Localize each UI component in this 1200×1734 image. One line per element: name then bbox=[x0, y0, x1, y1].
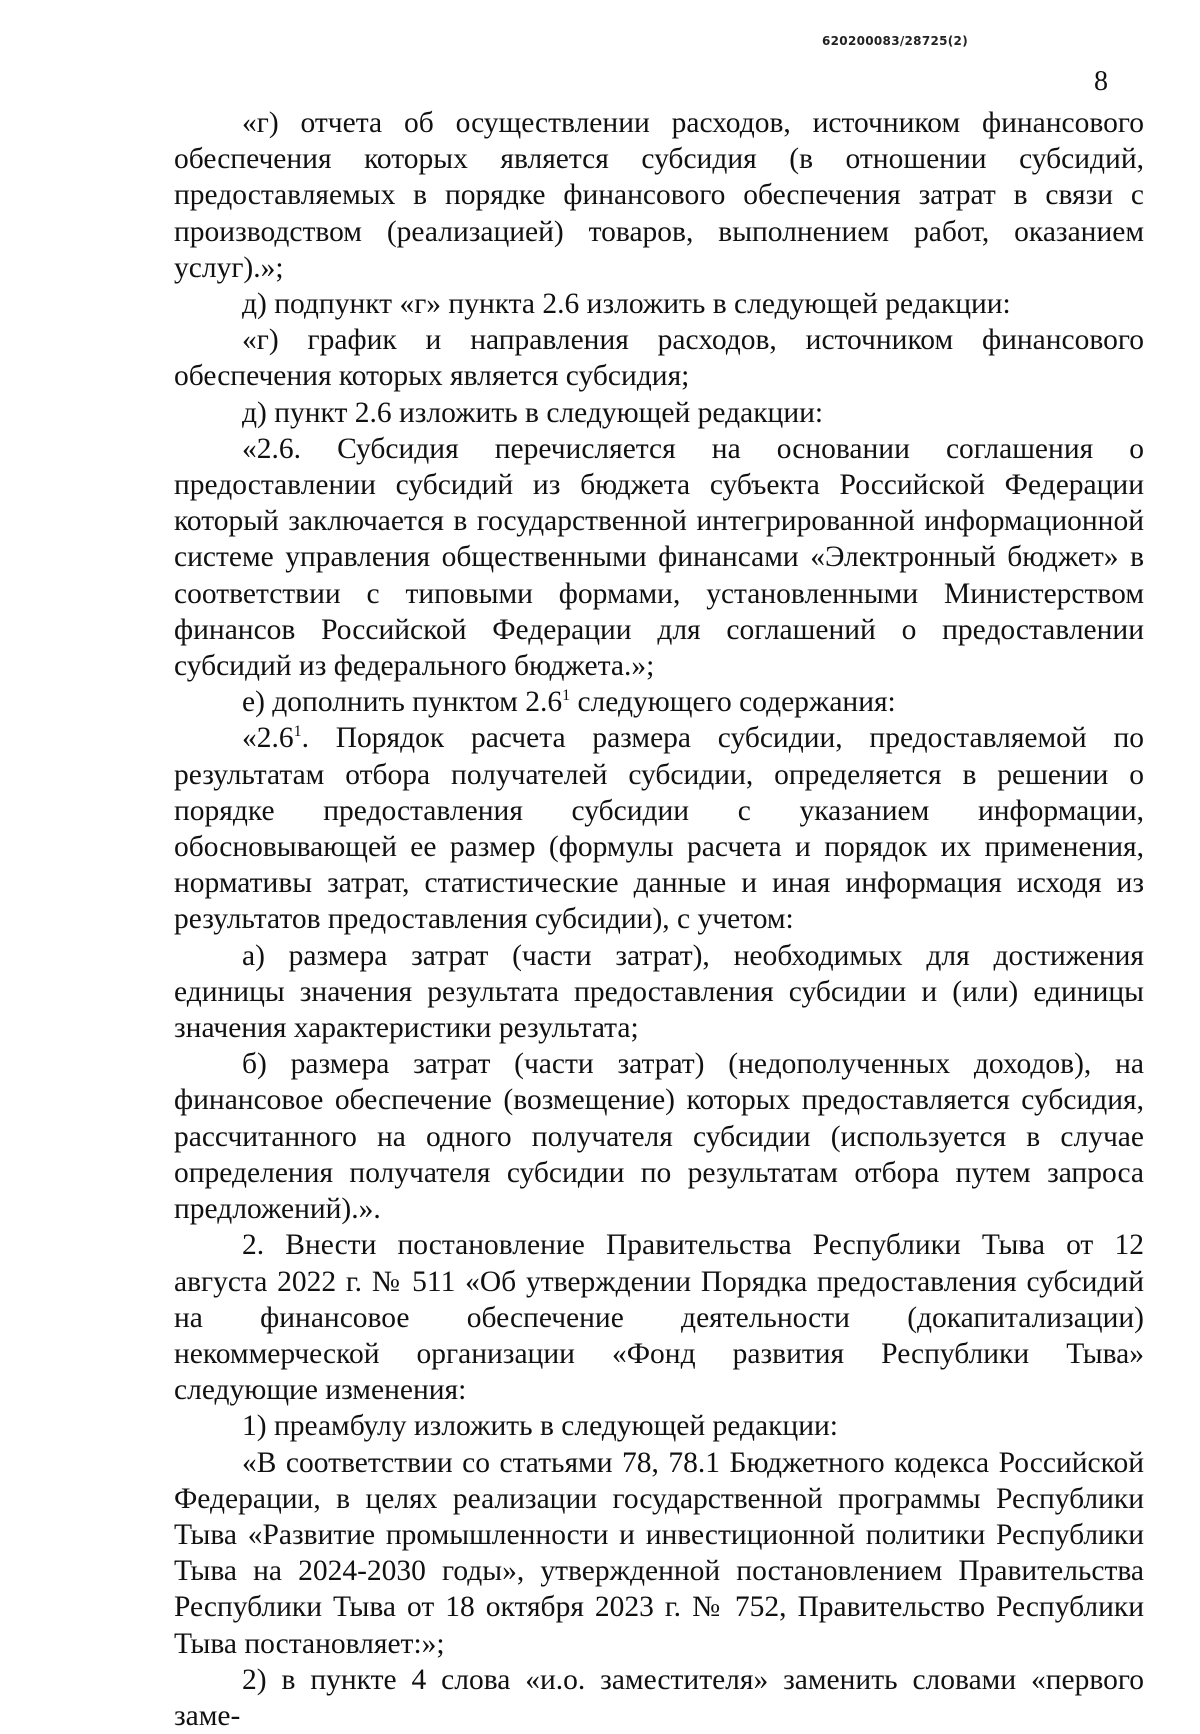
paragraph-amend-item: д) пункт 2.6 изложить в следующей редакции: bbox=[242, 396, 824, 429]
paragraph-preamble-item: 1) преамбулу изложить в следующей редакции: bbox=[242, 1410, 838, 1443]
page-number: 8 bbox=[1094, 66, 1108, 97]
paragraph-add-item-text-end: следующего содержания: bbox=[570, 686, 896, 719]
paragraph-preamble-text: «В соответствии со статьями 78, 78.1 Бюджетного кодекса Российской Федерации, в целях реализации государственной программы Республики Тыва «Развитие промышленности и инвестиционной политики Республики Тыва на 2024-2030 годы», утвержденной постановлением Правительства Республики Тыва от 18 октября 2023 г. № 752, Правительство Республики Тыва постановляет:»; bbox=[174, 1446, 1144, 1660]
document-body bbox=[174, 105, 1144, 1734]
paragraph-calculation-order-text: . Порядок расчета размера субсидии, предоставляемой по результатам отбора получателей субсидии, определяется в решении о порядке предоставления субсидии с указанием информации, обосновывающей ее размер (формулы расчета и порядок их применения, нормативы затрат, статистические данные и иная информация исходя из результатов предоставления субсидии), с учетом: bbox=[174, 722, 1144, 936]
paragraph-schedule-item: «г) график и направления расходов, источником финансового обеспечения которых является субсидия; bbox=[174, 324, 1144, 393]
paragraph-subsidy-transfer: «2.6. Субсидия перечисляется на основании соглашения о предоставлении субсидий из бюджета субъекта Российской Федерации который заключается в государственной интегрированной информационной системе управления общественными финансами «Электронный бюджет» в соответствии с типовыми формами, установленными Министерством финансов Российской Федерации для соглашений о предоставлении субсидий из федерального бюджета.»; bbox=[174, 432, 1144, 683]
paragraph-item-b: б) размера затрат (части затрат) (недополученных доходов), на финансовое обеспечение (возмещение) которых предоставляется субсидия, рассчитанного на одного получателя субсидии (используется в случае определения получателя субсидии по результатам отбора путем запроса предложений).». bbox=[174, 1048, 1144, 1226]
paragraph-item-a: а) размера затрат (части затрат), необходимых для достижения единицы значения результата предоставления субсидии и (или) единицы значения характеристики результата; bbox=[174, 939, 1144, 1045]
paragraph-resolution-changes: 2. Внести постановление Правительства Республики Тыва от 12 августа 2022 г. № 511 «Об утверждении Порядка предоставления субсидий на финансовое обеспечение деятельности (докапитализации) некоммерческой организации «Фонд развития Республики Тыва» следующие изменения: bbox=[174, 1229, 1144, 1407]
superscript: 1 bbox=[562, 687, 571, 705]
document-id: 620200083/28725(2) bbox=[822, 34, 968, 48]
paragraph-item-4: 2) в пункте 4 слова «и.о. заместителя» заменить словами «первого заме- bbox=[174, 1663, 1144, 1732]
paragraph-report-item: «г) отчета об осуществлении расходов, источником финансового обеспечения которых является субсидия (в отношении субсидий, предоставляемых в порядке финансового обеспечения затрат в связи с производством (реализацией) товаров, выполнением работ, оказанием услуг).»; bbox=[174, 107, 1144, 284]
paragraph-amend-subitem: д) подпункт «г» пункта 2.6 изложить в следующей редакции: bbox=[242, 288, 1011, 321]
paragraph-calculation-order-start: «2.6 bbox=[242, 722, 294, 755]
paragraph-add-item-text: е) дополнить пунктом 2.6 bbox=[242, 686, 563, 719]
paragraph-add-item bbox=[174, 684, 1144, 720]
paragraph-calculation-order bbox=[174, 720, 1144, 937]
superscript: 1 bbox=[293, 723, 302, 741]
